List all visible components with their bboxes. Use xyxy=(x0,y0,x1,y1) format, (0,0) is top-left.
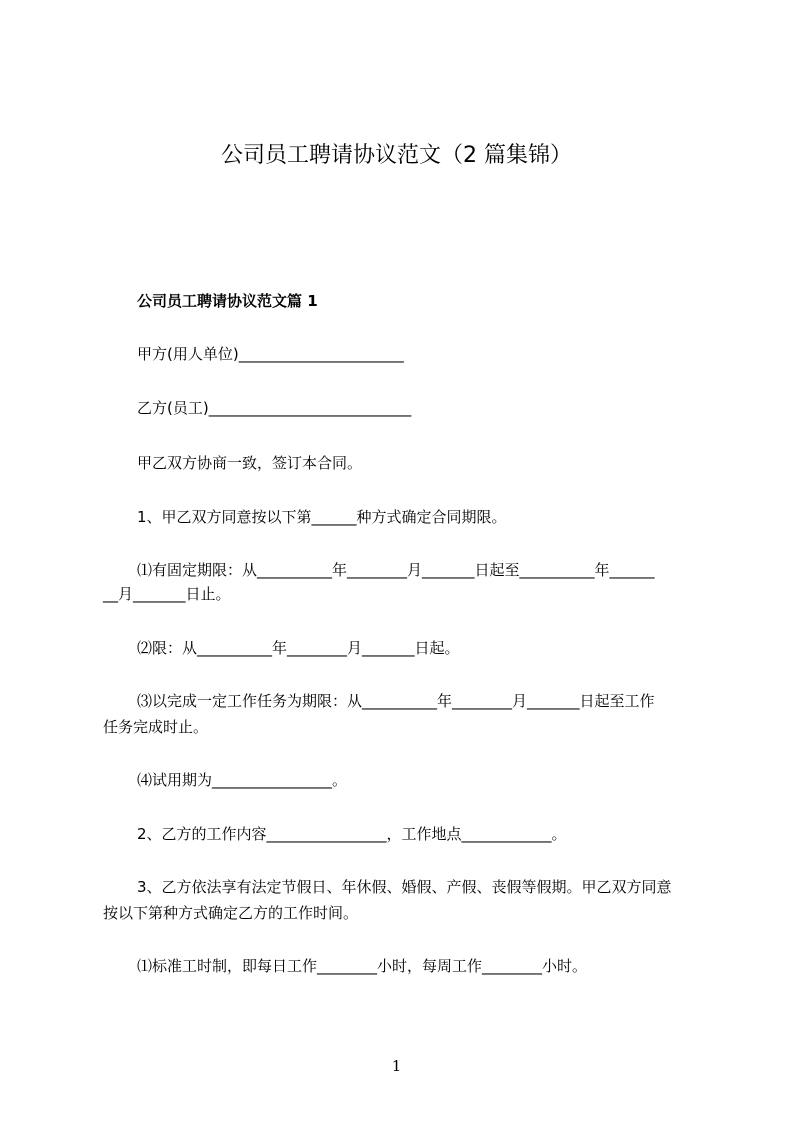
clause-1-option-2-line: ⑵限：从__________年________月_______日起。 xyxy=(137,639,460,657)
clause-1-option-3-line-a: ⑶以完成一定工作任务为期限：从__________年________月_______日起至工作 xyxy=(137,692,655,710)
clause-1-option-1-line-a: ⑴有固定期限：从__________年________月_______日起至__________年______ xyxy=(137,561,655,579)
probation-line: ⑷试用期为________________。 xyxy=(137,771,348,789)
clause-1-line: 1、甲乙双方同意按以下第______种方式确定合同期限。 xyxy=(137,508,507,526)
clause-1-option-3-line-b: 任务完成时止。 xyxy=(103,718,209,736)
clause-3-line-a: 3、乙方依法享有法定节假日、年休假、婚假、产假、丧假等假期。甲乙双方同意 xyxy=(137,878,672,896)
clause-3-option-1-line: ⑴标准工时制，即每日工作________小时，每周工作________小时。 xyxy=(137,957,588,975)
clause-2-line: 2、乙方的工作内容________________，工作地点____________。 xyxy=(137,825,567,843)
section-heading: 公司员工聘请协议范文篇 1 xyxy=(137,292,318,310)
agreement-line: 甲乙双方协商一致，签订本合同。 xyxy=(137,454,363,472)
clause-1-option-1-line-b: __月_______日止。 xyxy=(103,585,231,603)
party-a-line: 甲方(用人单位)______________________ xyxy=(137,345,404,363)
document-title: 公司员工聘请协议范文（2 篇集锦） xyxy=(221,143,572,168)
party-b-line: 乙方(员工)___________________________ xyxy=(137,399,412,417)
page-number: 1 xyxy=(391,1057,402,1075)
clause-3-line-b: 按以下第种方式确定乙方的工作时间。 xyxy=(103,904,359,922)
